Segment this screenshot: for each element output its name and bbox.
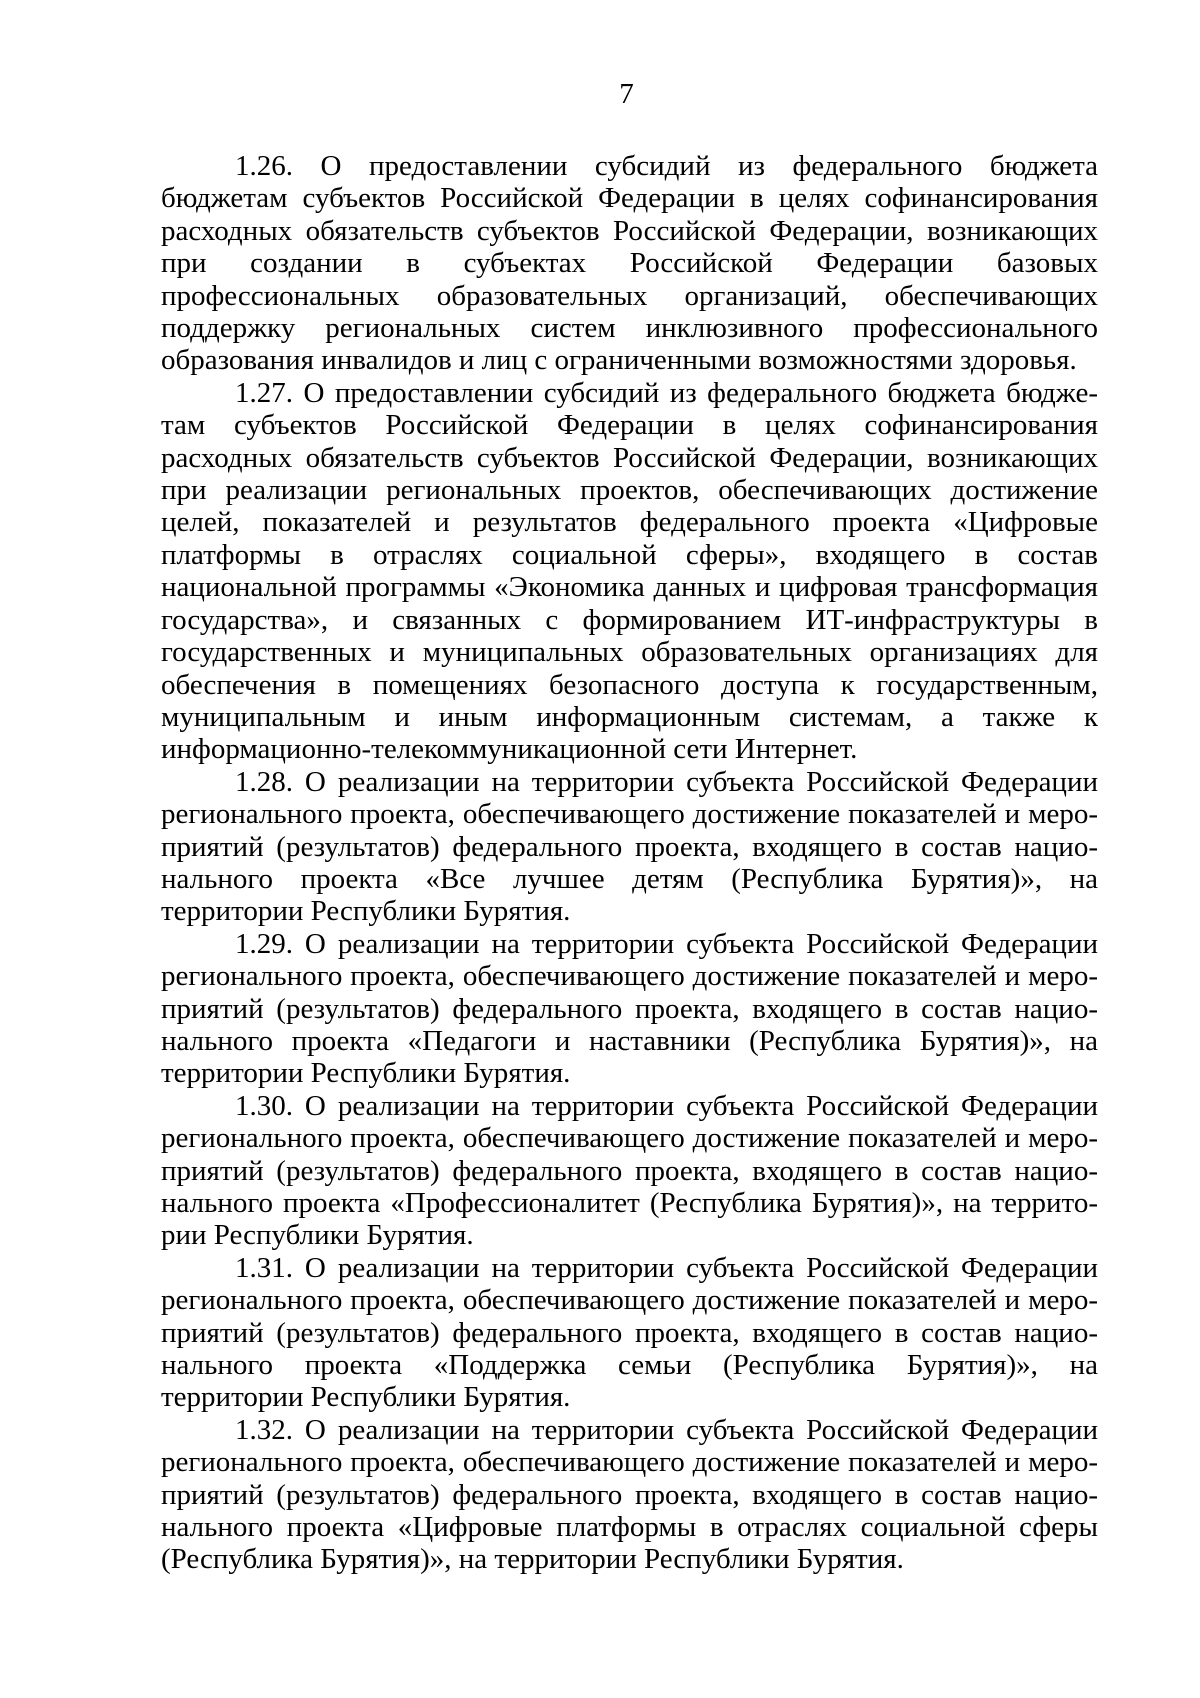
paragraph-1-32: 1.32. О реализации на территории субъекта Российской Федерации регионального проекта, обеспечивающего достижение показателей и мероприятий (результатов) федерального проекта, входящего в состав национального проекта «Цифровые платформы в отраслях социальной сферы (Республика Бурятия)», на территории Республики Бурятия.	[161, 1413, 1098, 1576]
paragraph-1-29: 1.29. О реализации на территории субъекта Российской Федерации регионального проекта, обеспечивающего достижение показателей и мероприятий (результатов) федерального проекта, входящего в состав национального проекта «Педагоги и наставники (Республика Бурятия)», на территории Республики Бурятия.	[161, 927, 1098, 1090]
page-number: 7	[619, 78, 634, 110]
paragraph-1-27: 1.27. О предоставлении субсидий из федерального бюджета бюджетам субъектов Российской Федерации в целях софинансирования расходных обязательств субъектов Российской Федерации, возникающих при реализации региональных проектов, обеспечивающих достижение целей, показателей и результатов федерального проекта «Цифровые платформы в отраслях социальной сферы», входящего в состав национальной программы «Экономика данных и цифровая трансформация государства», и связанных с формированием ИТ-инфраструктуры в государственных и муниципальных образовательных организациях для обеспечения в помещениях безопасного доступа к государственным, муниципальным и иным информационным системам, а также к информационно-телекоммуникационной сети Интернет.	[161, 376, 1098, 766]
document-body	[161, 150, 1098, 1576]
paragraph-1-26: 1.26. О предоставлении субсидий из федерального бюджета бюджетам субъектов Российской Федерации в целях софинансирования расходных обязательств субъектов Российской Федерации, возникающих при создании в субъектах Российской Федерации базовых профессиональных образовательных организаций, обеспечивающих поддержку региональных систем инклюзивного профессионального образования инвалидов и лиц с ограниченными возможностями здоровья.	[161, 150, 1098, 377]
paragraph-1-28: 1.28. О реализации на территории субъекта Российской Федерации регионального проекта, обеспечивающего достижение показателей и мероприятий (результатов) федерального проекта, входящего в состав национального проекта «Все лучшее детям (Республика Бурятия)», на территории Республики Бурятия.	[161, 765, 1098, 928]
paragraph-1-31: 1.31. О реализации на территории субъекта Российской Федерации регионального проекта, обеспечивающего достижение показателей и мероприятий (результатов) федерального проекта, входящего в состав национального проекта «Поддержка семьи (Республика Бурятия)», на территории Республики Бурятия.	[161, 1251, 1098, 1414]
paragraph-1-30: 1.30. О реализации на территории субъекта Российской Федерации регионального проекта, обеспечивающего достижение показателей и мероприятий (результатов) федерального проекта, входящего в состав национального проекта «Профессионалитет (Республика Бурятия)», на территории Республики Бурятия.	[161, 1089, 1098, 1252]
